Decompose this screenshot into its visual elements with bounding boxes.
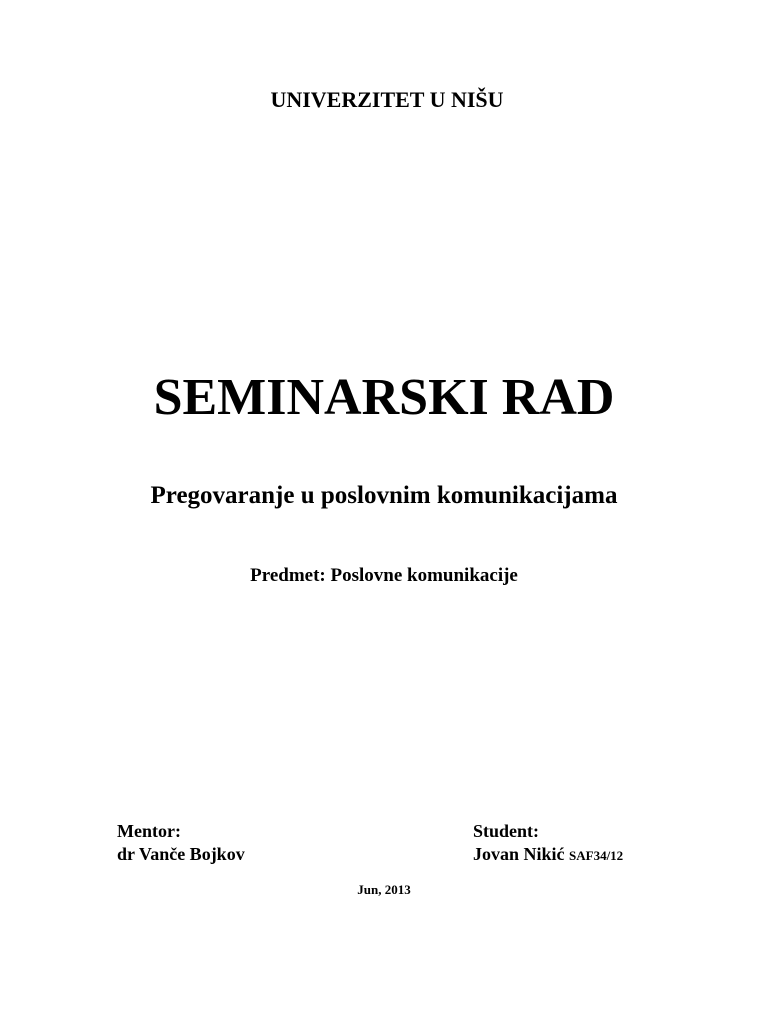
- student-id: SAF34/12: [569, 848, 624, 863]
- student-info: [473, 845, 623, 863]
- mentor-name: dr Vanče Bojkov: [117, 844, 245, 864]
- university-name: UNIVERZITET U NIŠU: [270, 87, 504, 112]
- document-date: Jun, 2013: [357, 882, 411, 897]
- student-name: Jovan Nikić: [473, 844, 565, 864]
- course-name: Predmet: Poslovne komunikacije: [250, 565, 518, 586]
- document-subtitle: Pregovaranje u poslovnim komunikacijama: [150, 482, 618, 509]
- student-label: Student:: [473, 821, 540, 841]
- document-title: SEMINARSKI RAD: [153, 369, 615, 426]
- mentor-label: Mentor:: [117, 821, 181, 841]
